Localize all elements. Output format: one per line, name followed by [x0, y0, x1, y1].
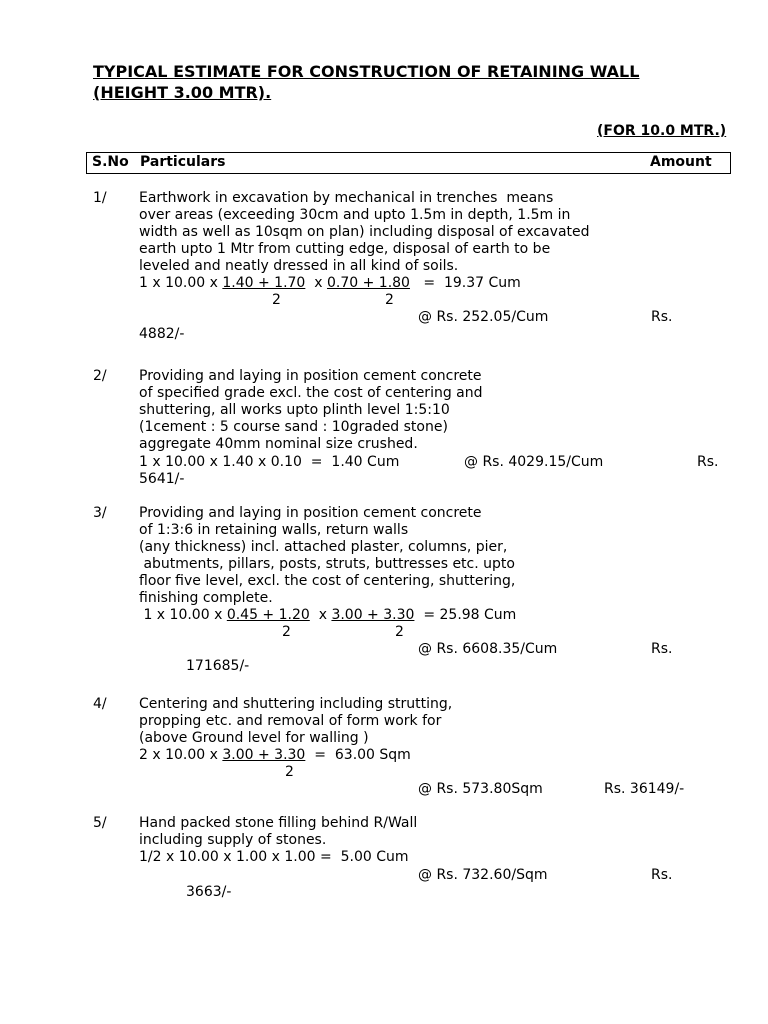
- fraction-denominator: 2: [282, 624, 291, 640]
- item-description-line: Providing and laying in position cement concrete: [139, 505, 482, 521]
- item-description-line: (1cement : 5 course sand : 10graded stone): [139, 419, 448, 435]
- item-description-line: leveled and neatly dressed in all kind of soils.: [139, 258, 459, 274]
- item-description-line: propping etc. and removal of form work for: [139, 713, 442, 729]
- item-description-line: aggregate 40mm nominal size crushed.: [139, 436, 418, 452]
- calc-operator: x: [305, 275, 327, 291]
- fraction-denominator: 2: [272, 292, 281, 308]
- currency-label: Rs.: [651, 867, 673, 883]
- item-description-line: earth upto 1 Mtr from cutting edge, disposal of earth to be: [139, 241, 551, 257]
- fraction-denominator: 2: [395, 624, 404, 640]
- item-rate: @ Rs. 573.80Sqm: [418, 781, 543, 797]
- item-description-line: (any thickness) incl. attached plaster, columns, pier,: [139, 539, 508, 555]
- item-amount: Rs. 36149/-: [604, 781, 685, 797]
- item-number: 5/: [93, 815, 107, 831]
- currency-label: Rs.: [697, 454, 719, 470]
- item-amount: 4882/-: [139, 326, 185, 342]
- item-description-line: abutments, pillars, posts, struts, buttresses etc. upto: [139, 556, 515, 572]
- length-note: (FOR 10.0 MTR.): [597, 123, 727, 139]
- item-description-line: Hand packed stone filling behind R/Wall: [139, 815, 418, 831]
- calc-result: = 25.98 Cum: [414, 607, 517, 623]
- item-amount: 5641/-: [139, 471, 185, 487]
- fraction-denominator: 2: [385, 292, 394, 308]
- item-rate: @ Rs. 4029.15/Cum: [464, 454, 604, 470]
- calc-prefix: 1 x 10.00 x: [139, 275, 223, 291]
- item-description-line: Centering and shuttering including strutting,: [139, 696, 453, 712]
- item-amount: 3663/-: [186, 884, 232, 900]
- fraction-numerator: 3.00 + 3.30: [222, 747, 306, 763]
- document-title-line1: TYPICAL ESTIMATE FOR CONSTRUCTION OF RETAINING WALL: [93, 62, 640, 81]
- item-rate: @ Rs. 732.60/Sqm: [418, 867, 548, 883]
- item-description-line: shuttering, all works upto plinth level 1:5:10: [139, 402, 450, 418]
- header-particulars: Particulars: [140, 154, 226, 170]
- header-sno: S.No: [92, 154, 129, 170]
- item-description-line: including supply of stones.: [139, 832, 327, 848]
- calc-operator: x: [309, 607, 332, 623]
- currency-label: Rs.: [651, 641, 673, 657]
- item-description-line: over areas (exceeding 30cm and upto 1.5m in depth, 1.5m in: [139, 207, 571, 223]
- fraction-numerator: 0.70 + 1.80: [326, 275, 410, 291]
- item-description-line: finishing complete.: [139, 590, 273, 606]
- calc-prefix: 2 x 10.00 x: [139, 747, 223, 763]
- calc-result: = 63.00 Sqm: [305, 747, 411, 763]
- item-calculation: 1/2 x 10.00 x 1.00 x 1.00 = 5.00 Cum: [139, 849, 409, 865]
- item-description-line: (above Ground level for walling ): [139, 730, 369, 746]
- item-description-line: Earthwork in excavation by mechanical in trenches means: [139, 190, 554, 206]
- item-number: 2/: [93, 368, 107, 384]
- item-calculation: [139, 275, 521, 292]
- item-rate: @ Rs. 252.05/Cum: [418, 309, 549, 325]
- item-calculation: [139, 607, 516, 624]
- item-calculation: [139, 747, 411, 764]
- item-number: 1/: [93, 190, 107, 206]
- fraction-numerator: 1.40 + 1.70: [222, 275, 306, 291]
- fraction-denominator: 2: [285, 764, 294, 780]
- calc-result: = 19.37 Cum: [409, 275, 521, 291]
- item-number: 4/: [93, 696, 107, 712]
- document-title-line2: (HEIGHT 3.00 MTR).: [93, 83, 272, 102]
- currency-label: Rs.: [651, 309, 673, 325]
- item-description-line: width as well as 10sqm on plan) including disposal of excavated: [139, 224, 590, 240]
- item-description-line: Providing and laying in position cement concrete: [139, 368, 482, 384]
- fraction-numerator: 0.45 + 1.20: [226, 607, 310, 623]
- header-amount: Amount: [650, 154, 712, 170]
- item-description-line: of 1:3:6 in retaining walls, return walls: [139, 522, 409, 538]
- item-calculation: 1 x 10.00 x 1.40 x 0.10 = 1.40 Cum: [139, 454, 400, 470]
- calc-prefix: 1 x 10.00 x: [139, 607, 227, 623]
- item-amount: 171685/-: [186, 658, 250, 674]
- item-description-line: floor five level, excl. the cost of centering, shuttering,: [139, 573, 516, 589]
- fraction-numerator: 3.00 + 3.30: [331, 607, 415, 623]
- item-description-line: of specified grade excl. the cost of centering and: [139, 385, 483, 401]
- item-number: 3/: [93, 505, 107, 521]
- item-rate: @ Rs. 6608.35/Cum: [418, 641, 558, 657]
